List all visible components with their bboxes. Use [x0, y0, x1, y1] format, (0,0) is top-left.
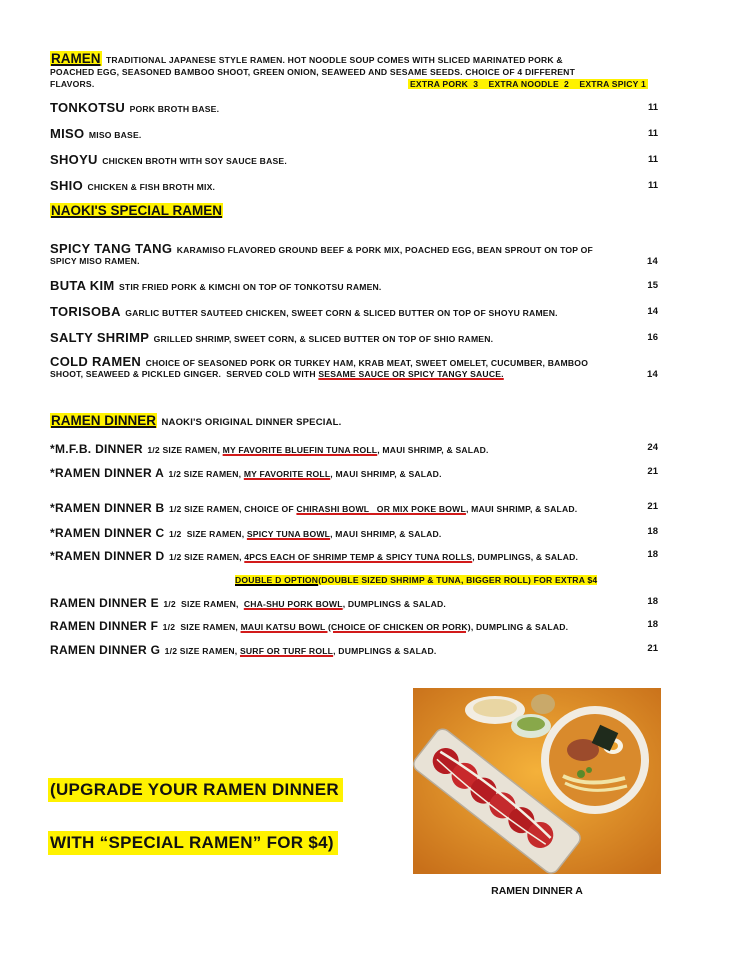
dinner-item	[50, 524, 700, 542]
item-price: 18	[647, 549, 658, 560]
item-name: BUTA KIM	[50, 278, 115, 293]
item-price: 16	[647, 332, 658, 343]
item-desc: , MAUI SHRIMP, & SALAD.	[330, 529, 442, 539]
item-price: 18	[647, 526, 658, 537]
item-desc: SPICY MISO RAMEN.	[50, 256, 140, 266]
item-name: COLD RAMEN	[50, 354, 142, 369]
item-highlight: CHA-SHU PORK BOWL	[243, 599, 343, 609]
item-name: *RAMEN DINNER B	[50, 501, 165, 515]
item-name: RAMEN DINNER F	[50, 619, 159, 633]
food-illustration	[413, 688, 661, 874]
item-desc: , MAUI SHRIMP, & SALAD.	[465, 504, 578, 514]
promo-line1: (UPGRADE YOUR RAMEN DINNER	[48, 778, 343, 802]
item-desc: , DUMPLINGS, & SALAD.	[472, 552, 579, 562]
menu-item	[50, 125, 700, 143]
item-desc: , MAUI SHRIMP, & SALAD.	[330, 469, 442, 479]
item-desc-cont	[50, 256, 700, 266]
item-name: MISO	[50, 126, 85, 141]
promo-line2: WITH “SPECIAL RAMEN” FOR $4)	[48, 831, 338, 855]
item-desc: SHOOT, SEAWEED & PICKLED GINGER. SERVED COLD WITH	[50, 369, 319, 379]
double-d-text: (DOUBLE SIZED SHRIMP & TUNA, BIGGER ROLL) FOR EXTRA $4	[318, 575, 598, 585]
menu-item	[50, 329, 700, 347]
item-desc: , DUMPLINGS & SALAD.	[333, 646, 437, 656]
photo-caption: RAMEN DINNER A	[491, 885, 583, 897]
ramen-desc-flavors: FLAVORS.	[50, 79, 95, 89]
dinner-item	[50, 594, 700, 612]
item-name: SALTY SHRIMP	[50, 330, 150, 345]
dinner-subheading: NAOKI'S ORIGINAL DINNER SPECIAL.	[161, 417, 342, 428]
item-desc: CHICKEN & FISH BROTH MIX.	[87, 182, 216, 192]
item-price: 18	[647, 619, 658, 630]
special-heading: NAOKI'S SPECIAL RAMEN	[51, 203, 222, 218]
item-desc: 1/2 SIZE RAMEN,	[164, 646, 240, 656]
item-price: 15	[647, 280, 658, 291]
special-section	[50, 202, 700, 220]
item-name: SPICY TANG TANG	[50, 241, 173, 256]
item-highlight: CHIRASHI BOWL OR MIX POKE BOWL	[296, 504, 466, 514]
item-name: SHIO	[50, 178, 83, 193]
item-desc: STIR FRIED PORK & KIMCHI ON TOP OF TONKOTSU RAMEN.	[118, 282, 382, 292]
item-desc: 1/2 SIZE RAMEN, CHOICE OF	[168, 504, 297, 514]
item-price: 14	[647, 369, 658, 380]
item-highlight: MAUI KATSU BOWL (CHOICE OF CHICKEN OR PORK)	[240, 622, 471, 632]
item-price: 11	[647, 128, 658, 139]
dinner-item	[50, 499, 700, 517]
dinner-heading: RAMEN DINNER	[51, 413, 157, 428]
item-desc: , DUMPLING & SALAD.	[470, 622, 569, 632]
dinner-section	[50, 412, 700, 430]
item-highlight: SURF OR TURF ROLL	[239, 646, 334, 656]
item-desc: 1/2 SIZE RAMEN,	[163, 599, 244, 609]
item-price: 21	[647, 501, 658, 512]
item-desc: CHICKEN BROTH WITH SOY SAUCE BASE.	[102, 156, 287, 166]
item-desc: 1/2 SIZE RAMEN,	[168, 552, 245, 562]
menu-item	[50, 151, 700, 169]
menu-item	[50, 303, 700, 321]
item-name: TONKOTSU	[50, 100, 126, 115]
double-d-option	[235, 570, 655, 588]
item-highlight: MY FAVORITE ROLL	[243, 469, 331, 479]
menu-item	[50, 177, 700, 195]
item-desc: CHOICE OF SEASONED PORK OR TURKEY HAM, KRAB MEAT, SWEET OMELET, CUCUMBER, BAMBOO	[145, 358, 589, 368]
item-price: 14	[647, 256, 658, 267]
item-highlight: SPICY TUNA BOWL	[246, 529, 331, 539]
item-price: 18	[647, 596, 658, 607]
dinner-item	[50, 547, 700, 565]
item-name: RAMEN DINNER G	[50, 643, 161, 657]
item-highlight: MY FAVORITE BLUEFIN TUNA ROLL	[222, 445, 378, 455]
item-highlight: 4PCS EACH OF SHRIMP TEMP & SPICY TUNA ROLLS	[244, 552, 473, 562]
dinner-item	[50, 440, 700, 458]
ramen-desc-line2: POACHED EGG, SEASONED BAMBOO SHOOT, GREEN ONION, SEAWEED AND SESAME SEEDS. CHOICE OF 4 DIFFERENT	[50, 67, 576, 77]
item-price: 11	[647, 180, 658, 191]
item-name: RAMEN DINNER E	[50, 596, 159, 610]
dinner-item	[50, 464, 700, 482]
item-name: *RAMEN DINNER A	[50, 466, 165, 480]
item-desc: KARAMISO FLAVORED GROUND BEEF & PORK MIX, POACHED EGG, BEAN SPROUT ON TOP OF	[176, 245, 593, 255]
ramen-desc-line3	[50, 79, 700, 89]
ramen-extras: EXTRA PORK 3 EXTRA NOODLE 2 EXTRA SPICY 1	[410, 79, 646, 89]
ramen-heading: RAMEN	[51, 51, 101, 66]
item-name: SHOYU	[50, 152, 98, 167]
menu-item	[50, 99, 700, 117]
item-name: TORISOBA	[50, 304, 121, 319]
item-name: *M.F.B. DINNER	[50, 442, 143, 456]
item-desc: 1/2 SIZE RAMEN,	[147, 445, 223, 455]
double-d-label: DOUBLE D OPTION	[235, 575, 319, 585]
item-price: 11	[647, 154, 658, 165]
item-name: *RAMEN DINNER C	[50, 526, 165, 540]
item-price: 21	[647, 466, 658, 477]
dinner-item	[50, 641, 700, 659]
sauce-choice: SESAME SAUCE OR SPICY TANGY SAUCE.	[318, 369, 504, 379]
item-price: 24	[647, 442, 658, 453]
ramen-intro	[50, 50, 700, 68]
dinner-item	[50, 617, 700, 635]
item-desc: GARLIC BUTTER SAUTEED CHICKEN, SWEET CORN & SLICED BUTTER ON TOP OF SHOYU RAMEN.	[125, 308, 558, 318]
item-desc: 1/2 SIZE RAMEN,	[168, 529, 247, 539]
item-desc: , MAUI SHRIMP, & SALAD.	[377, 445, 489, 455]
ramen-dinner-photo	[413, 688, 661, 874]
item-price: 21	[647, 643, 658, 654]
item-desc: , DUMPLINGS & SALAD.	[342, 599, 447, 609]
item-desc: 1/2 SIZE RAMEN,	[162, 622, 241, 632]
item-desc: 1/2 SIZE RAMEN,	[168, 469, 244, 479]
item-price: 14	[647, 306, 658, 317]
item-desc: GRILLED SHRIMP, SWEET CORN, & SLICED BUTTER ON TOP OF SHIO RAMEN.	[153, 334, 494, 344]
item-name: *RAMEN DINNER D	[50, 549, 165, 563]
item-desc-cont	[50, 369, 700, 379]
item-desc: PORK BROTH BASE.	[129, 104, 220, 114]
ramen-desc-line1: TRADITIONAL JAPANESE STYLE RAMEN. HOT NOODLE SOUP COMES WITH SLICED MARINATED PORK &	[105, 55, 563, 65]
item-desc: MISO BASE.	[88, 130, 142, 140]
menu-item	[50, 277, 700, 295]
item-price: 11	[647, 102, 658, 113]
